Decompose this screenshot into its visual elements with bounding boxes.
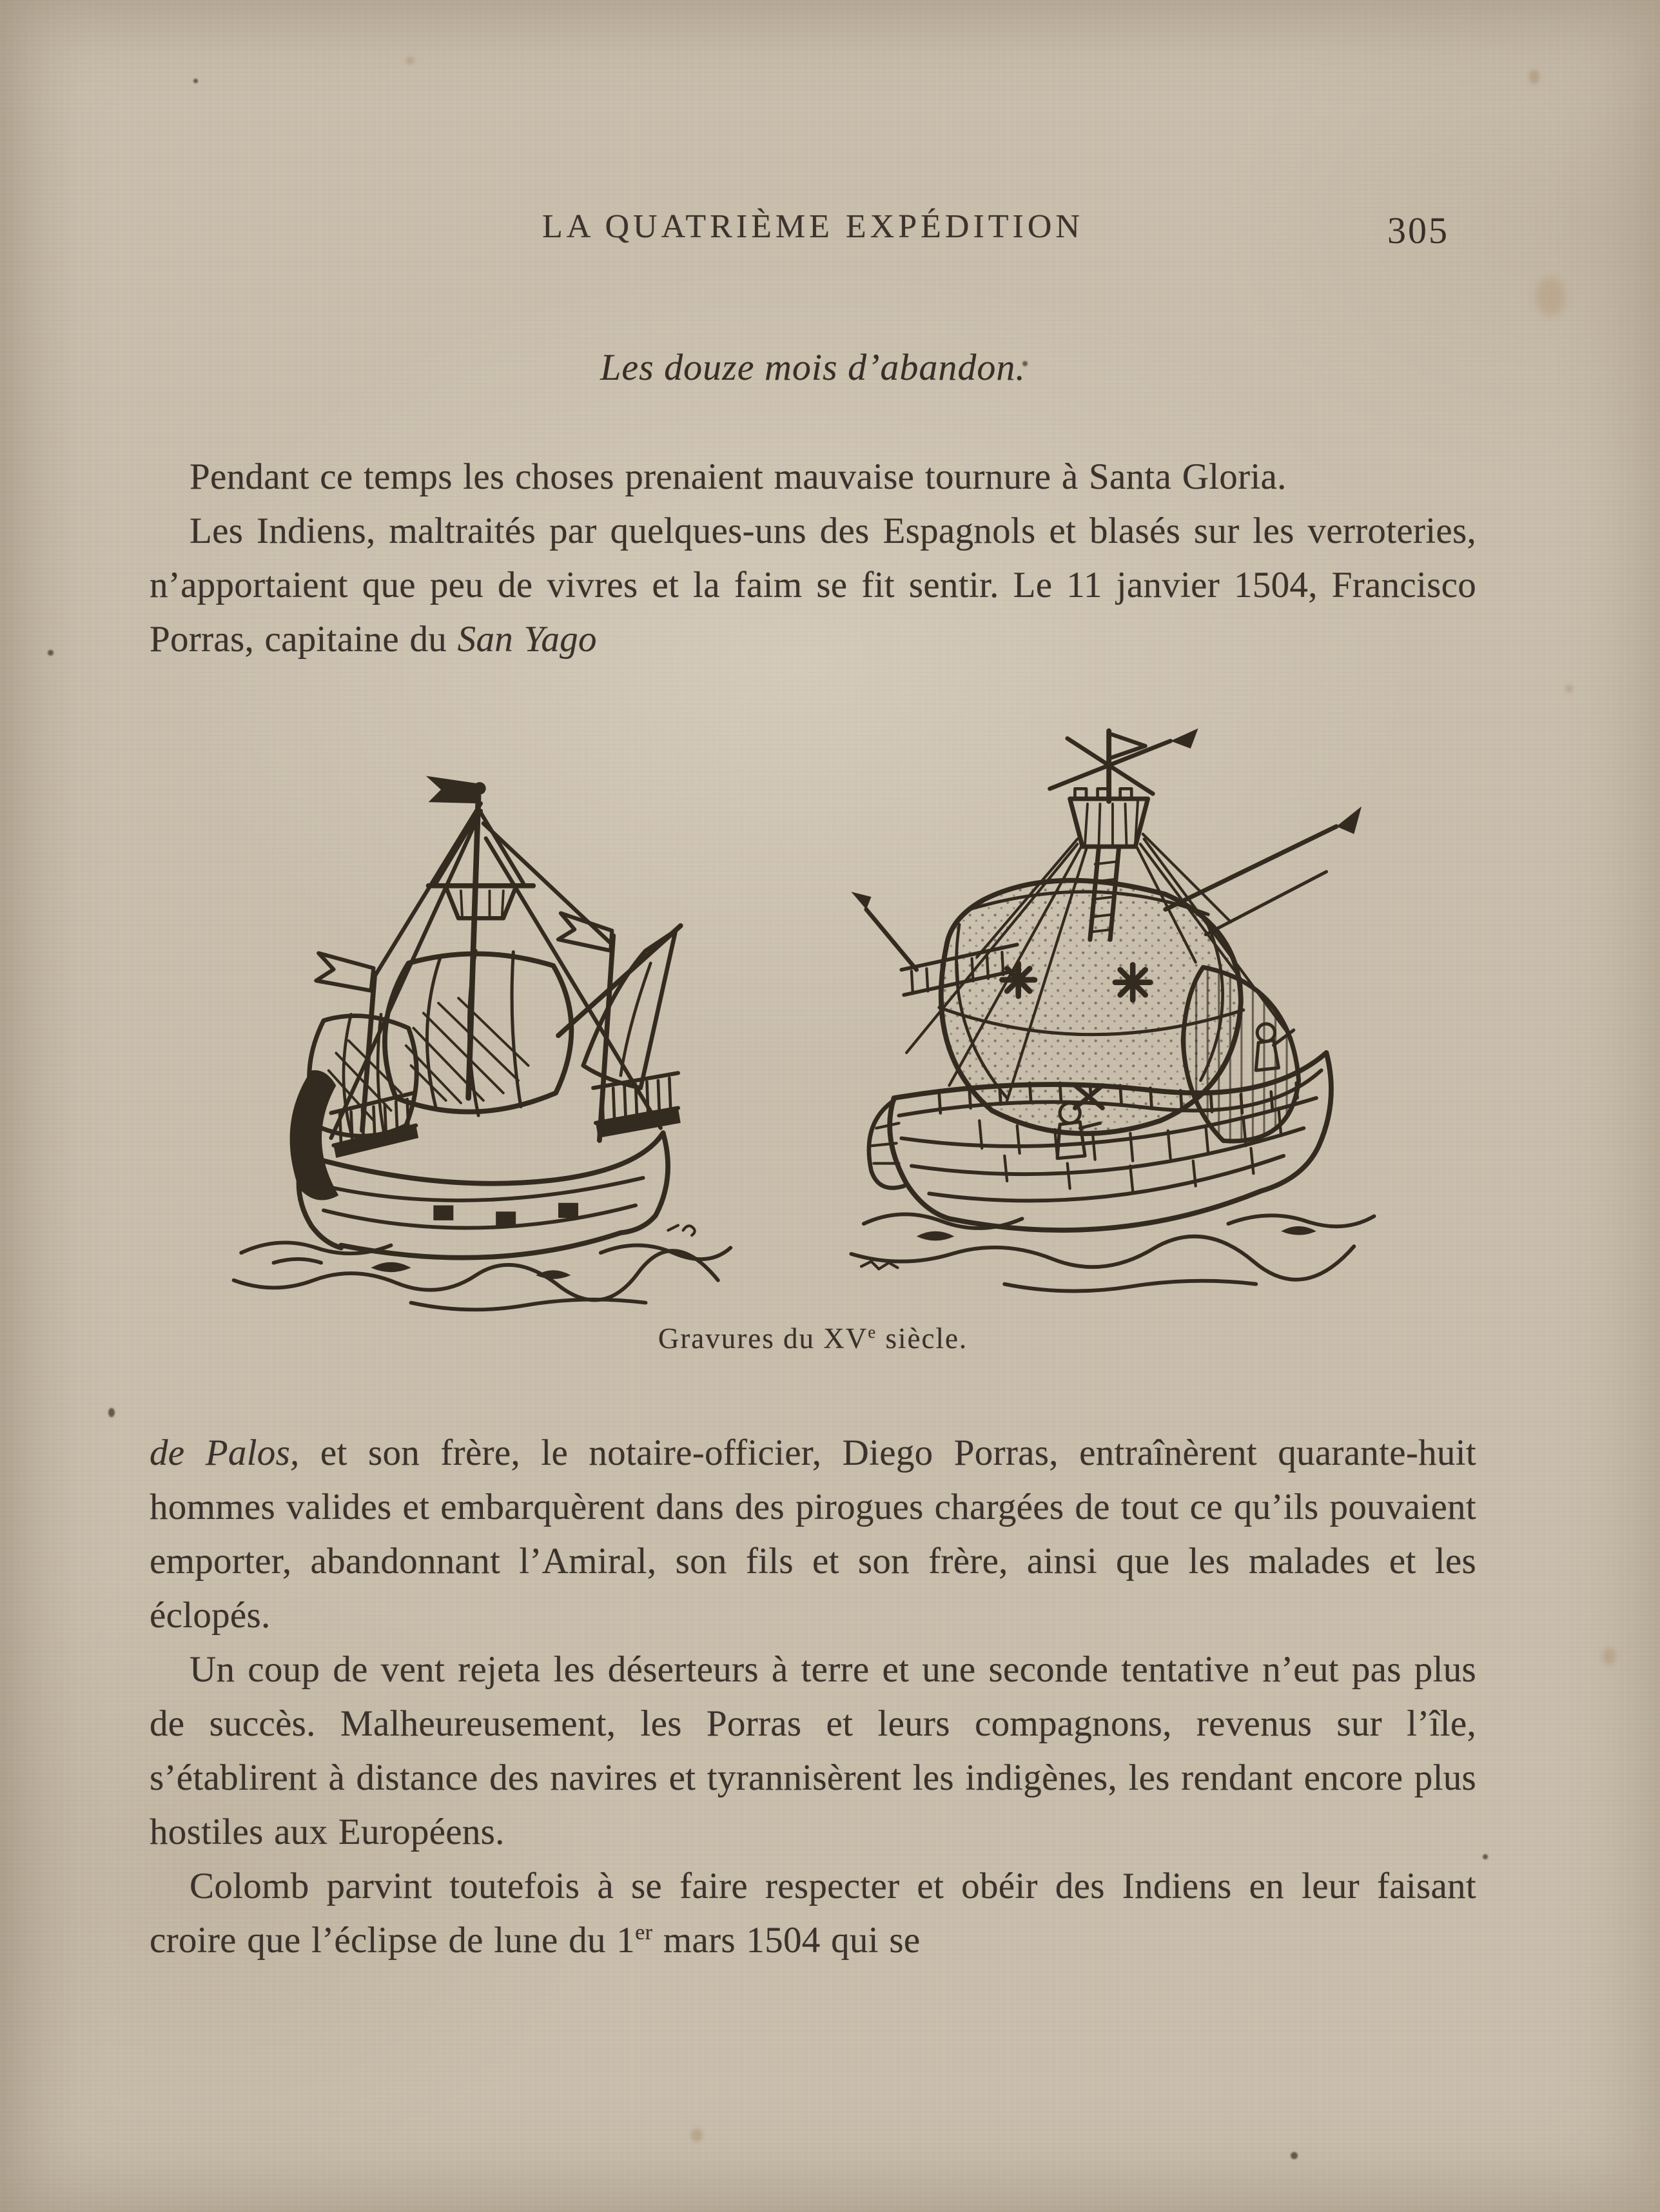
paragraph — [150, 504, 1476, 667]
text-block-bottom — [150, 1426, 1476, 1968]
ship-name-text: de Palos, — [150, 1433, 300, 1473]
paragraph — [150, 1643, 1476, 1859]
text-block-top — [150, 450, 1476, 667]
paper-stain — [406, 57, 414, 64]
paper-stain — [1536, 277, 1565, 316]
ship-name-text: San Yago — [457, 619, 597, 660]
section-title: Les douze mois d’abandon. — [600, 346, 1026, 388]
paper-stain — [1565, 685, 1573, 692]
page-number: 305 — [1387, 210, 1449, 251]
paper-speck — [193, 79, 198, 83]
paper-speck — [1291, 2152, 1298, 2159]
running-title: LA QUATRIÈME EXPÉDITION — [542, 208, 1084, 245]
paragraph-text: mars 1504 qui se — [652, 1920, 921, 1961]
caption-text: Gravures du XV — [658, 1322, 868, 1355]
paper-speck — [108, 1408, 115, 1417]
paper-stain — [1603, 1648, 1616, 1665]
paper-speck — [1483, 1854, 1488, 1859]
paragraph-text: et son frère, le notaire-officier, Diego Porras, entraînèrent quarante-huit hommes valides et embarquèrent dans des pirogues chargées de tout ce qu’ils pouvaient emporter, abandonnant l’Amiral, son fils et son frère, ainsi que les malades et les éclopés. — [150, 1433, 1476, 1636]
paper-speck — [48, 650, 54, 656]
paragraph — [150, 1426, 1476, 1643]
paragraph-text: Colomb parvint toutefois à se faire respecter et obéir des Indiens en leur faisant croire que l’éclipse de lune du 1 — [150, 1866, 1476, 1961]
ordinal-superscript: er — [635, 1921, 653, 1944]
paragraph — [150, 1859, 1476, 1968]
caption-text: siècle. — [877, 1322, 968, 1355]
paragraph-text: Un coup de vent rejeta les déserteurs à terre et une seconde tentative n’eut pas plus de succès. Malheureusement, les Porras et leurs compagnons, revenus sur l’île, s’établirent à distance des navires et tyrannisèrent les indigènes, les rendant encore plus hostiles aux Européens. — [150, 1649, 1476, 1852]
caption-ordinal: e — [868, 1322, 877, 1342]
ship-engraving-right — [826, 723, 1396, 1327]
paper-stain — [1529, 70, 1539, 84]
paragraph-text: Pendant ce temps les choses prenaient mauvaise tournure à Santa Gloria. — [190, 456, 1287, 497]
paragraph — [150, 450, 1476, 504]
running-header — [150, 208, 1476, 253]
ship-engraving-left — [218, 766, 741, 1315]
paper-stain — [691, 2129, 703, 2142]
figure-caption — [150, 1322, 1476, 1355]
paragraph-text: Les Indiens, maltraités par quelques-uns des Espagnols et blasés sur les verroteries, n’apportaient que peu de vivres et la faim se fit sentir. Le 11 janvier 1504, Francisco Porras, capitaine du — [150, 511, 1476, 660]
